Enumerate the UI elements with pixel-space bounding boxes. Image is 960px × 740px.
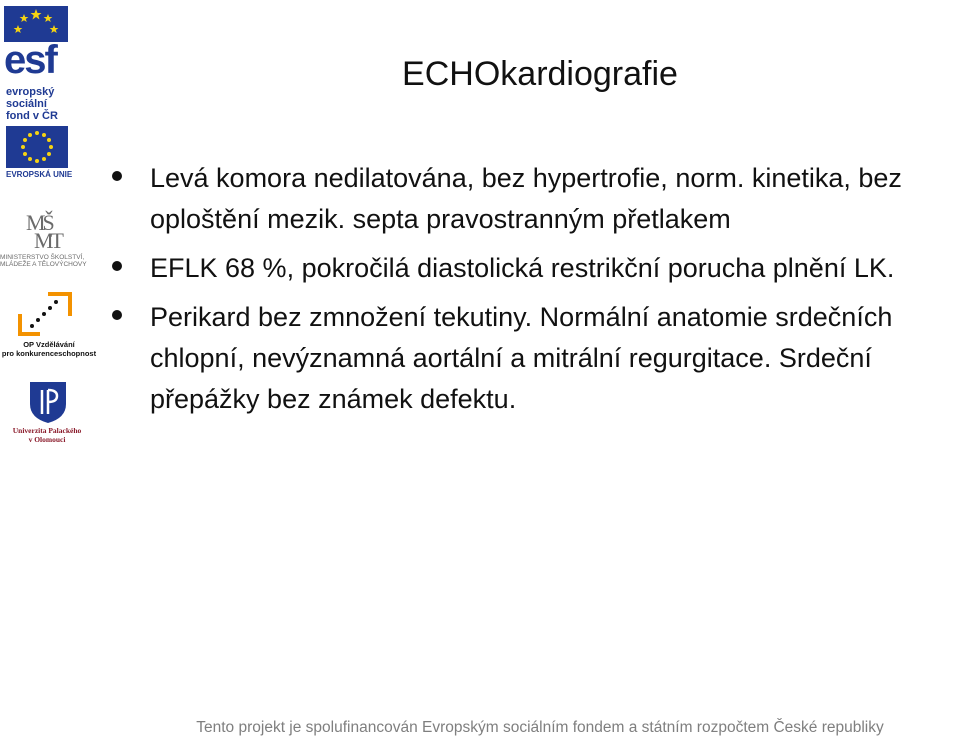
bullet-text: EFLK 68 %, pokročilá diastolická restrikční porucha plnění LK. bbox=[150, 253, 895, 283]
bullet-item bbox=[112, 297, 912, 420]
msmt-logo-mark-bottom: MT bbox=[34, 228, 61, 253]
bullet-dot-icon bbox=[112, 310, 122, 320]
op-logo-icon bbox=[16, 290, 76, 338]
op-logo bbox=[0, 290, 98, 366]
upol-logo-icon bbox=[28, 380, 68, 424]
footer-text: Tento projekt je spolufinancován Evropským sociálním fondem a státním rozpočtem České republiky bbox=[196, 719, 884, 736]
op-caption bbox=[0, 340, 98, 358]
upol-caption-line-2: v Olomouci bbox=[28, 435, 66, 444]
slide-title: ECHOkardiografie bbox=[402, 55, 678, 93]
logo-column bbox=[0, 0, 100, 460]
msmt-caption-line-2: MLÁDEŽE A TĚLOVÝCHOVY bbox=[0, 261, 87, 268]
upol-caption bbox=[10, 426, 84, 444]
bullet-text: Levá komora nedilatována, bez hypertrofie, norm. kinetika, bez oploštění mezik. septa pravostranným přetlakem bbox=[150, 163, 902, 234]
op-caption-line-2: pro konkurenceschopnost bbox=[1, 349, 97, 358]
op-caption-line-1: OP Vzdělávání bbox=[23, 340, 75, 349]
bullet-item bbox=[112, 158, 912, 240]
esf-logo-text bbox=[6, 86, 94, 122]
esf-flag-icon bbox=[4, 6, 68, 42]
bullet-dot-icon bbox=[112, 261, 122, 271]
esf-line-1: evropský bbox=[6, 86, 55, 98]
bullet-text: Perikard bez zmnožení tekutiny. Normální anatomie srdečních chlopní, nevýznamná aortální a mitrální regurgitace. Srdeční přepážky bez známek defektu. bbox=[150, 302, 893, 414]
esf-line-3: fond v ČR bbox=[6, 110, 58, 122]
esf-logo-letters: esf bbox=[4, 38, 56, 82]
bullet-list bbox=[112, 158, 912, 428]
eu-flag-icon bbox=[6, 126, 68, 168]
msmt-logo bbox=[0, 212, 98, 268]
bullet-dot-icon bbox=[112, 171, 122, 181]
eu-caption: EVROPSKÁ UNIE bbox=[6, 170, 73, 179]
eu-logo bbox=[6, 126, 73, 182]
esf-line-2: sociální bbox=[6, 98, 47, 110]
upol-caption-line-1: Univerzita Palackého bbox=[12, 426, 82, 435]
msmt-caption-line-1: MINISTERSTVO ŠKOLSTVÍ, bbox=[0, 254, 85, 261]
esf-logo bbox=[4, 6, 92, 122]
bullet-item bbox=[112, 248, 912, 289]
msmt-logo-icon: MŠ bbox=[26, 210, 52, 235]
upol-logo bbox=[10, 380, 90, 450]
msmt-caption bbox=[0, 254, 98, 268]
